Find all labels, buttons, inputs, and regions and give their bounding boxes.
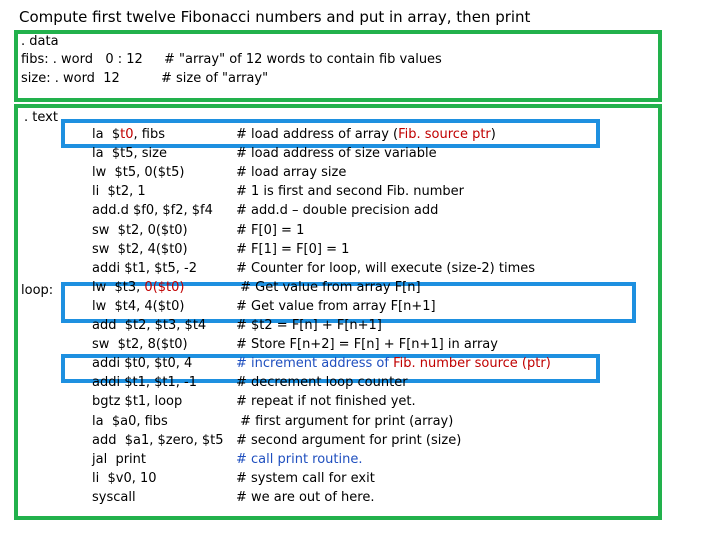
code-line-10: add $t2, $t3, $t4 (92, 318, 207, 333)
comment-line-13: # decrement loop counter (236, 375, 408, 391)
data-line-comment-1: # size of "array" (161, 71, 269, 86)
highlighted-text: 0($t0) (144, 279, 185, 295)
comment-line-10: # $t2 = F[n] + F[n+1] (236, 318, 382, 333)
code-line-6: sw $t2, 4($t0) (92, 241, 188, 257)
comment-line-19: # we are out of here. (236, 489, 375, 505)
highlighted-text: # call print routine. (236, 451, 363, 467)
highlighted-text: Fib. source ptr (398, 127, 491, 142)
comment-line-5: # F[0] = 1 (236, 222, 305, 238)
comment-line-8: # Get value from array F[n] (236, 279, 421, 295)
code-line-15: la $a0, fibs (92, 413, 168, 429)
code-line-18: li $v0, 10 (92, 470, 157, 486)
code-line-17: jal print (92, 451, 146, 467)
code-line-4: add.d $f0, $f2, $f4 (92, 203, 213, 219)
comment-line-15: # first argument for print (array) (236, 413, 454, 429)
code-line-9: lw $t4, 4($t0) (92, 298, 185, 314)
code-line-16: add $a1, $zero, $t5 (92, 432, 224, 448)
highlighted-text: Fib. number source (ptr) (393, 356, 551, 372)
code-line-5: sw $t2, 0($t0) (92, 222, 188, 238)
data-header: . data (21, 34, 59, 49)
code-line-3: li $t2, 1 (92, 184, 146, 200)
comment-line-14: # repeat if not finished yet. (236, 394, 416, 410)
code-line-0: la $t0, fibs (92, 127, 165, 142)
comment-line-3: # 1 is first and second Fib. number (236, 184, 464, 200)
data-line-comment-0: # "array" of 12 words to contain fib values (164, 52, 442, 67)
comment-line-11: # Store F[n+2] = F[n] + F[n+1] in array (236, 337, 498, 353)
data-line-code-0: fibs: . word 0 : 12 (21, 52, 143, 67)
code-line-14: bgtz $t1, loop (92, 394, 183, 410)
code-line-13: addi $t1, $t1, -1 (92, 375, 197, 391)
comment-line-6: # F[1] = F[0] = 1 (236, 241, 350, 257)
comment-line-2: # load array size (236, 165, 347, 181)
code-line-7: addi $t1, $t5, -2 (92, 260, 197, 276)
comment-line-7: # Counter for loop, will execute (size-2) times (236, 260, 536, 276)
comment-line-12 (236, 354, 551, 373)
highlighted-text: # increment address of (236, 356, 394, 372)
comment-line-1: # load address of size variable (236, 146, 437, 162)
code-line-11: sw $t2, 8($t0) (92, 337, 188, 353)
comment-line-9: # Get value from array F[n+1] (236, 298, 436, 314)
text-header: . text (24, 110, 58, 125)
code-line-1: la $t5, size (92, 146, 167, 162)
code-line-19: syscall (92, 489, 136, 505)
code-line-8: lw $t3, 0($t0) (92, 279, 185, 295)
highlighted-text: t0 (120, 127, 134, 142)
loop-label: loop: (21, 283, 54, 298)
comment-line-0: # load address of array (Fib. source ptr) (236, 127, 496, 142)
comment-line-18: # system call for exit (236, 470, 375, 486)
code-line-2: lw $t5, 0($t5) (92, 165, 185, 181)
comment-line-4: # add.d – double precision add (236, 203, 439, 219)
code-line-12: addi $t0, $t0, 4 (92, 356, 193, 372)
data-line-code-1: size: . word 12 (21, 71, 120, 86)
slide-title: Compute first twelve Fibonacci numbers and put in array, then print (19, 8, 531, 26)
comment-line-16: # second argument for print (size) (236, 432, 462, 448)
comment-line-17 (236, 450, 363, 469)
